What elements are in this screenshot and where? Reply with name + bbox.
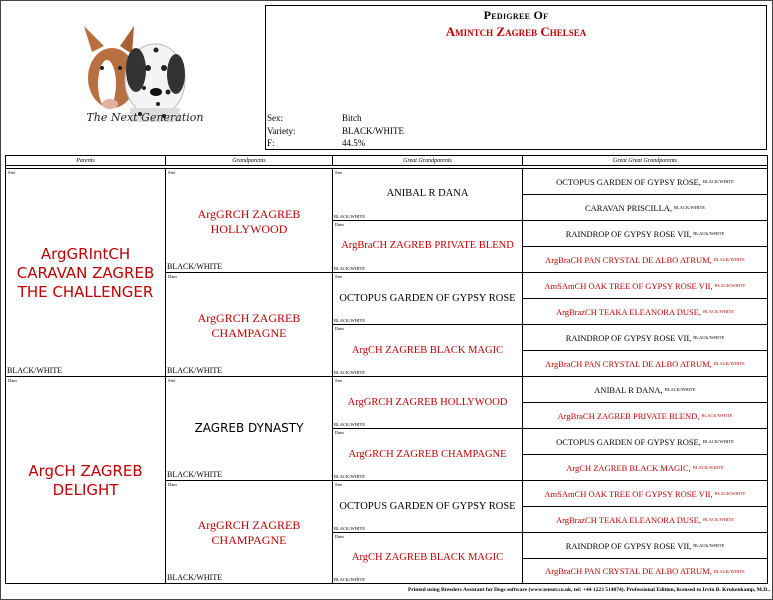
color-label: BLACK/WHITE [692,465,724,470]
ggg-cell[interactable] [522,272,768,299]
coi-value: 44.5% [342,138,366,148]
ggg-cell[interactable] [522,480,768,507]
color-label: BLACK/WHITE [334,526,365,531]
great-grandparent-name: OCTOPUS GARDEN OF GYPSY ROSE [339,293,516,304]
ggg-cell[interactable] [522,194,768,221]
great-grandparent-name: ANIBAL R DANA [386,188,469,199]
great-grandparent-cell[interactable] [332,220,523,273]
sex-value: Bitch [342,113,362,123]
ggg-name: ArgBraCH PAN CRYSTAL DE ALBO ATRUM, [545,254,712,265]
logo-caption: The Next Generation [86,111,204,124]
parent-dam-cell[interactable] [5,376,166,584]
grandparent-name: ArgGRCH ZAGREB HOLLYWOOD [197,207,301,236]
ggg-name: ANIBAL R DANA, [594,384,663,395]
grandparent-cell[interactable] [165,272,333,377]
ggg-cell[interactable] [522,376,768,403]
ggg-name: AmSAmCH OAK TREE OF GYPSY ROSE VII, [544,280,713,291]
column-header-great-great-grandparents: Great Great Grandparents [522,155,768,166]
ggg-name: OCTOPUS GARDEN OF GYPSY ROSE, [556,436,701,447]
sire-tag: Sire [168,170,176,175]
sire-tag: Sire [335,274,343,279]
variety-value: BLACK/WHITE [342,126,404,136]
grandparent-name: ArgGRCH ZAGREB CHAMPAGNE [197,311,301,340]
color-label: BLACK/WHITE [334,214,365,219]
dam-tag: Dam [335,326,344,331]
dog-name: Amintch Zagreb Chelsea [445,24,587,39]
grandparent-name: ArgGRCH ZAGREB CHAMPAGNE [197,518,301,547]
color-label: BLACK/WHITE [713,257,745,262]
great-grandparent-name: ArgGRCH ZAGREB CHAMPAGNE [348,449,507,460]
sire-tag: Sire [335,170,343,175]
dam-tag: Dam [335,534,344,539]
ggg-name: AmSAmCH OAK TREE OF GYPSY ROSE VII, [544,488,713,499]
coi-label: F: [267,138,275,148]
color-label: BLACK/WHITE [703,309,735,314]
column-header-great-grandparents: Great Grandparents [332,155,523,166]
great-grandparent-name: ArgCH ZAGREB BLACK MAGIC [351,552,504,563]
ggg-name: ArgBraCH PAN CRYSTAL DE ALBO ATRUM, [545,358,712,369]
color-label: BLACK/WHITE [703,517,735,522]
ggg-cell[interactable] [522,532,768,559]
sire-tag: Sire [335,482,343,487]
sire-tag: Sire [335,378,343,383]
ggg-cell[interactable] [522,402,768,429]
dam-tag: Dam [335,222,344,227]
parent-name: ArgGRIntCH CARAVAN ZAGREB THE CHALLENGER [16,245,155,301]
sex-label: Sex: [267,113,284,123]
ggg-cell[interactable] [522,324,768,351]
great-grandparent-cell[interactable] [332,532,523,584]
ggg-name: ArgBrazCH TEAKA ELEANORA DUSE, [555,514,702,525]
color-label: BLACK/WHITE [334,474,365,479]
ggg-cell[interactable] [522,350,768,377]
grandparent-cell[interactable] [165,168,333,273]
sire-tag: Sire [168,378,176,383]
color-label: BLACK/WHITE [167,262,223,271]
great-grandparent-cell[interactable] [332,428,523,481]
color-label: BLACK/WHITE [334,577,365,582]
ggg-name: OCTOPUS GARDEN OF GYPSY ROSE, [556,176,701,187]
dam-tag: Dam [168,274,177,279]
ggg-cell[interactable] [522,428,768,455]
color-label: BLACK/WHITE [334,318,365,323]
grandparent-name: ZAGREB DYNASTY [194,421,304,435]
grandparent-cell[interactable] [165,480,333,584]
parent-sire-cell[interactable] [5,168,166,377]
dam-tag: Dam [168,482,177,487]
dam-tag: Dam [8,378,17,383]
color-label: BLACK/WHITE [713,361,745,366]
ggg-name: RAINDROP OF GYPSY ROSE VII, [565,332,692,343]
color-label: BLACK/WHITE [334,266,365,271]
ggg-name: CARAVAN PRISCILLA, [584,202,673,213]
great-grandparent-name: ArgCH ZAGREB BLACK MAGIC [351,345,504,356]
color-label: BLACK/WHITE [701,413,733,418]
color-label: BLACK/WHITE [714,283,746,288]
ggg-name: RAINDROP OF GYPSY ROSE VII, [565,540,692,551]
great-grandparent-cell[interactable] [332,168,523,221]
ggg-cell[interactable] [522,298,768,325]
color-label: BLACK/WHITE [167,573,223,582]
ggg-cell[interactable] [522,506,768,533]
dam-tag: Dam [335,430,344,435]
grandparent-cell[interactable] [165,376,333,481]
ggg-cell[interactable] [522,220,768,247]
color-label: BLACK/WHITE [334,370,365,375]
great-grandparent-cell[interactable] [332,324,523,377]
great-grandparent-cell[interactable] [332,480,523,533]
color-label: BLACK/WHITE [167,366,223,375]
color-label: BLACK/WHITE [7,366,63,375]
column-header-parents: Parents [5,155,166,166]
ggg-name: ArgBraCH PAN CRYSTAL DE ALBO ATRUM, [545,566,712,576]
sire-tag: Sire [8,170,16,175]
column-header-grandparents: Grandparents [165,155,333,166]
color-label: BLACK/WHITE [714,491,746,496]
parent-name: ArgCH ZAGREB DELIGHT [28,462,143,499]
ggg-name: ArgBraCH ZAGREB PRIVATE BLEND, [557,410,700,421]
ggg-cell[interactable] [522,168,768,195]
color-label: BLACK/WHITE [674,205,706,210]
color-label: BLACK/WHITE [713,568,745,574]
color-label: BLACK/WHITE [693,231,725,236]
color-label: BLACK/WHITE [693,335,725,340]
footer-note: Printed using Breeders Assistant for Dogs software (www.tenset.co.uk, tel: +44 1223 514874). Professional Edition, licensed to Irvin B. Krukenkamp, M.D.. [407,587,770,593]
ggg-cell[interactable] [522,246,768,273]
great-grandparent-name: ArgGRCH ZAGREB HOLLYWOOD [347,397,508,408]
pedigree-title: Pedigree Of [483,8,549,22]
color-label: BLACK/WHITE [702,439,734,444]
great-grandparent-name: OCTOPUS GARDEN OF GYPSY ROSE [339,501,516,512]
color-label: BLACK/WHITE [702,179,734,184]
great-grandparent-cell[interactable] [332,272,523,325]
color-label: BLACK/WHITE [334,422,365,427]
color-label: BLACK/WHITE [167,470,223,479]
ggg-name: ArgBrazCH TEAKA ELEANORA DUSE, [555,306,702,317]
great-grandparent-name: ArgBraCH ZAGREB PRIVATE BLEND [341,240,514,251]
variety-label: Variety: [267,126,296,136]
great-grandparent-cell[interactable] [332,376,523,429]
ggg-cell[interactable] [522,454,768,481]
ggg-cell[interactable] [522,558,768,584]
ggg-name: ArgCH ZAGREB BLACK MAGIC, [566,462,691,473]
color-label: BLACK/WHITE [693,543,725,548]
color-label: BLACK/WHITE [664,387,696,392]
ggg-name: RAINDROP OF GYPSY ROSE VII, [565,228,692,239]
